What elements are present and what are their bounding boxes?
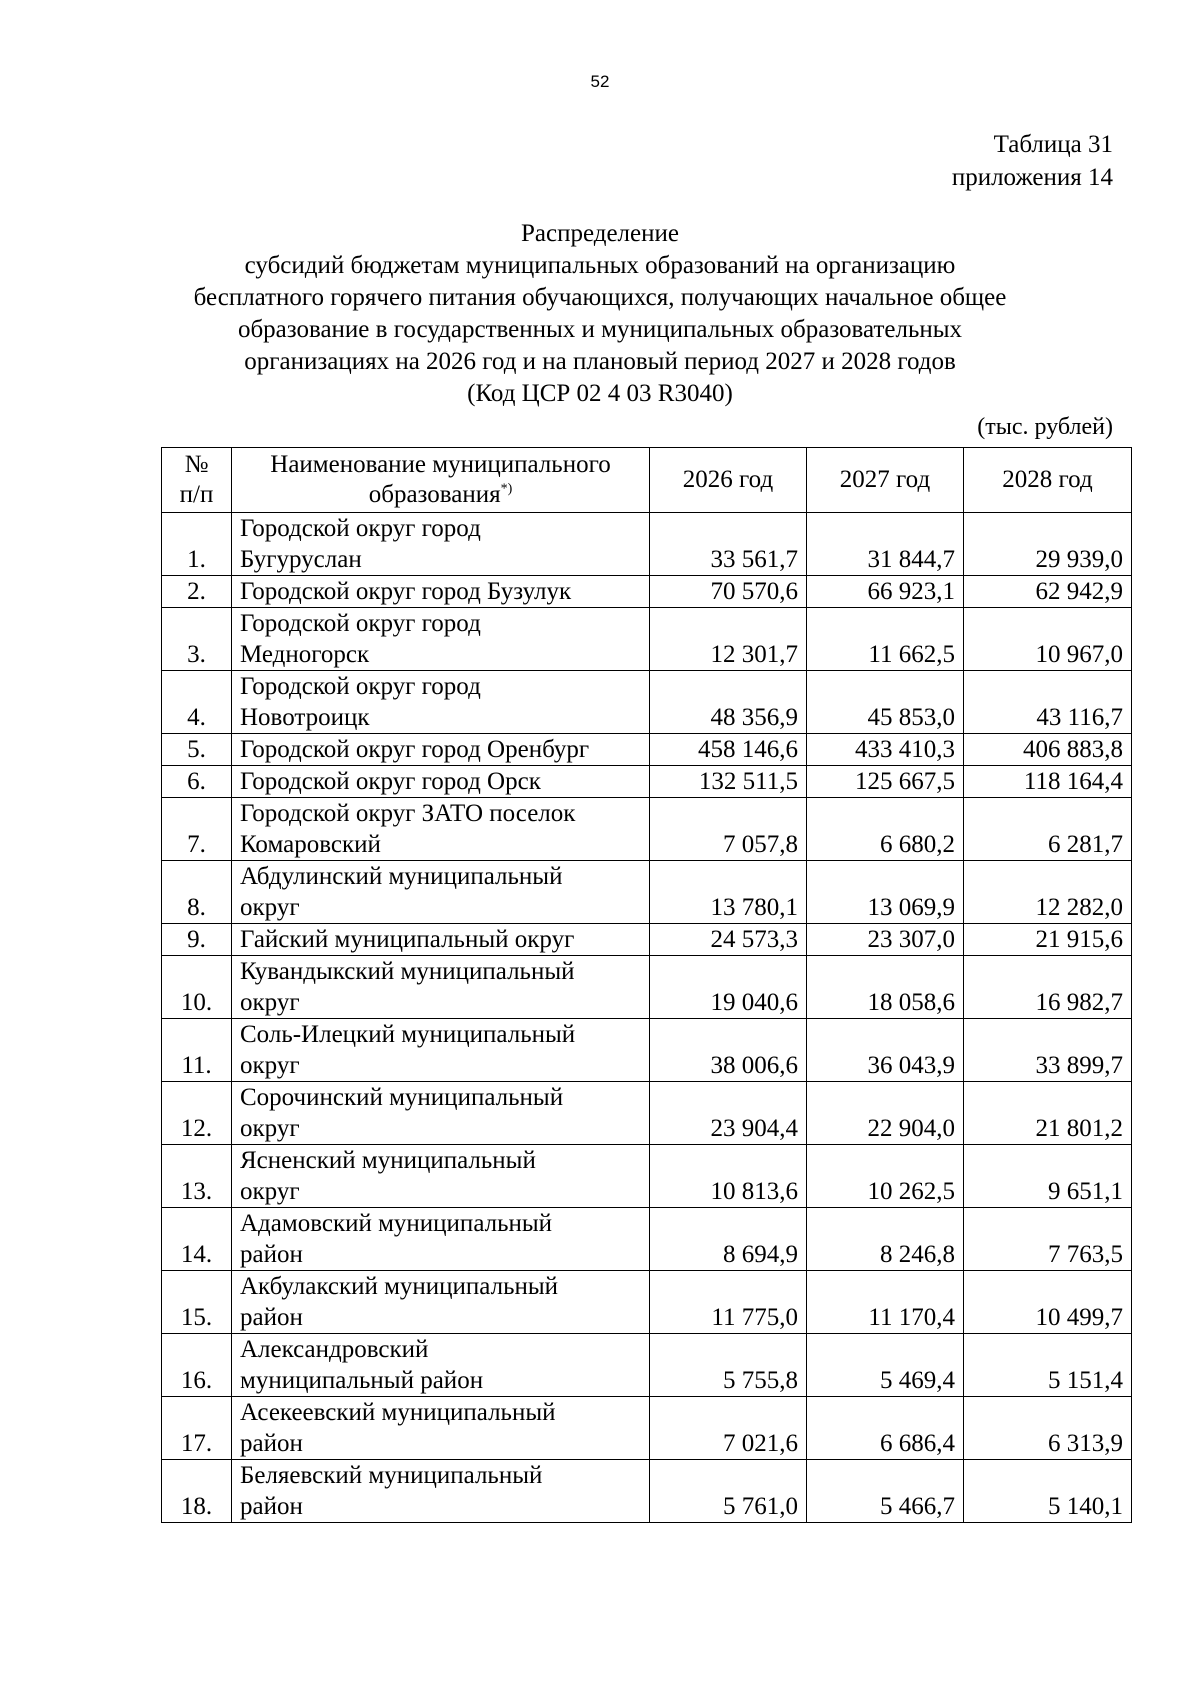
title-line: бесплатного горячего питания обучающихся, получающих начальное общее: [193, 284, 1007, 311]
municipality-name: Сорочинский муниципальный округ: [232, 1082, 650, 1145]
table-row: [162, 861, 1132, 924]
municipality-name: Соль-Илецкий муниципальный округ: [232, 1019, 650, 1082]
table-row: [162, 798, 1132, 861]
value-2027: 22 904,0: [807, 1082, 964, 1145]
value-2027: 5 469,4: [807, 1334, 964, 1397]
row-number: 6.: [162, 766, 232, 798]
value-2027: 36 043,9: [807, 1019, 964, 1082]
value-2028: 21 915,6: [964, 924, 1132, 956]
table-row: [162, 1145, 1132, 1208]
title-line: субсидий бюджетам муниципальных образований на организацию: [244, 252, 956, 279]
municipality-name: Городской округ город Оренбург: [232, 734, 650, 766]
municipality-name: Гайский муниципальный округ: [232, 924, 650, 956]
value-2026: 13 780,1: [650, 861, 807, 924]
municipality-name: Абдулинский муниципальный округ: [232, 861, 650, 924]
table-row: [162, 1271, 1132, 1334]
title-code: (Код ЦСР 02 4 03 R3040): [467, 380, 733, 407]
value-2027: 11 662,5: [807, 608, 964, 671]
table-row: [162, 608, 1132, 671]
value-2026: 70 570,6: [650, 576, 807, 608]
table-row: [162, 1019, 1132, 1082]
municipality-name: Городской округ город Новотроицк: [232, 671, 650, 734]
document-title: [150, 218, 1050, 410]
value-2027: 31 844,7: [807, 513, 964, 576]
value-2027: 8 246,8: [807, 1208, 964, 1271]
annex-appendix-number: приложения 14: [951, 164, 1113, 191]
municipality-name: Асекеевский муниципальный район: [232, 1397, 650, 1460]
municipality-name: Ясненский муниципальный округ: [232, 1145, 650, 1208]
municipality-name: Городской округ город Бузулук: [232, 576, 650, 608]
value-2026: 24 573,3: [650, 924, 807, 956]
row-number: 12.: [162, 1082, 232, 1145]
row-number: 1.: [162, 513, 232, 576]
value-2027: 23 307,0: [807, 924, 964, 956]
table-row: [162, 1082, 1132, 1145]
table-row: [162, 1334, 1132, 1397]
municipality-name: Акбулакский муниципальный район: [232, 1271, 650, 1334]
value-2026: 11 775,0: [650, 1271, 807, 1334]
value-2027: 6 686,4: [807, 1397, 964, 1460]
subsidy-table: [161, 447, 1132, 1523]
value-2028: 6 313,9: [964, 1397, 1132, 1460]
value-2026: 33 561,7: [650, 513, 807, 576]
municipality-name: Беляевский муниципальный район: [232, 1460, 650, 1523]
value-2028: 5 151,4: [964, 1334, 1132, 1397]
value-2028: 5 140,1: [964, 1460, 1132, 1523]
header-number: № п/п: [162, 448, 232, 513]
row-number: 13.: [162, 1145, 232, 1208]
row-number: 10.: [162, 956, 232, 1019]
value-2027: 433 410,3: [807, 734, 964, 766]
annex-table-number: Таблица 31: [993, 131, 1113, 158]
value-2028: 6 281,7: [964, 798, 1132, 861]
table-row: [162, 671, 1132, 734]
municipality-name: Городской округ ЗАТО поселок Комаровский: [232, 798, 650, 861]
value-2027: 125 667,5: [807, 766, 964, 798]
value-2028: 62 942,9: [964, 576, 1132, 608]
table-header-row: [162, 448, 1132, 513]
row-number: 3.: [162, 608, 232, 671]
row-number: 11.: [162, 1019, 232, 1082]
row-number: 2.: [162, 576, 232, 608]
municipality-name: Городской округ город Орск: [232, 766, 650, 798]
row-number: 4.: [162, 671, 232, 734]
row-number: 7.: [162, 798, 232, 861]
municipality-name: Городской округ город Бугуруслан: [232, 513, 650, 576]
annex-reference: [952, 128, 1113, 194]
header-2027: 2027 год: [807, 448, 964, 513]
value-2028: 33 899,7: [964, 1019, 1132, 1082]
value-2026: 48 356,9: [650, 671, 807, 734]
title-line: образование в государственных и муниципальных образовательных: [237, 316, 963, 343]
value-2026: 38 006,6: [650, 1019, 807, 1082]
value-2027: 45 853,0: [807, 671, 964, 734]
table-row: [162, 513, 1132, 576]
value-2028: 16 982,7: [964, 956, 1132, 1019]
value-2026: 7 021,6: [650, 1397, 807, 1460]
row-number: 8.: [162, 861, 232, 924]
value-2028: 12 282,0: [964, 861, 1132, 924]
value-2028: 9 651,1: [964, 1145, 1132, 1208]
value-2027: 6 680,2: [807, 798, 964, 861]
page-number: 52: [590, 72, 610, 91]
value-2028: 21 801,2: [964, 1082, 1132, 1145]
value-2028: 406 883,8: [964, 734, 1132, 766]
table-row: [162, 1460, 1132, 1523]
row-number: 18.: [162, 1460, 232, 1523]
value-2027: 10 262,5: [807, 1145, 964, 1208]
value-2026: 7 057,8: [650, 798, 807, 861]
row-number: 16.: [162, 1334, 232, 1397]
value-2027: 5 466,7: [807, 1460, 964, 1523]
row-number: 17.: [162, 1397, 232, 1460]
row-number: 15.: [162, 1271, 232, 1334]
table-row: [162, 1397, 1132, 1460]
row-number: 14.: [162, 1208, 232, 1271]
table-row: [162, 766, 1132, 798]
value-2028: 43 116,7: [964, 671, 1132, 734]
value-2026: 458 146,6: [650, 734, 807, 766]
value-2026: 23 904,4: [650, 1082, 807, 1145]
title-line: организациях на 2026 год и на плановый период 2027 и 2028 годов: [244, 348, 956, 375]
table-row: [162, 956, 1132, 1019]
value-2028: 29 939,0: [964, 513, 1132, 576]
municipality-name: Адамовский муниципальный район: [232, 1208, 650, 1271]
municipality-name: Кувандыкский муниципальный округ: [232, 956, 650, 1019]
table-row: [162, 734, 1132, 766]
value-2028: 7 763,5: [964, 1208, 1132, 1271]
row-number: 5.: [162, 734, 232, 766]
value-2027: 13 069,9: [807, 861, 964, 924]
row-number: 9.: [162, 924, 232, 956]
value-2026: 10 813,6: [650, 1145, 807, 1208]
value-2026: 132 511,5: [650, 766, 807, 798]
value-2028: 10 967,0: [964, 608, 1132, 671]
table-row: [162, 924, 1132, 956]
header-2026: 2026 год: [650, 448, 807, 513]
units-label: (тыс. рублей): [977, 414, 1113, 440]
table-row: [162, 576, 1132, 608]
value-2027: 18 058,6: [807, 956, 964, 1019]
value-2026: 5 755,8: [650, 1334, 807, 1397]
value-2026: 5 761,0: [650, 1460, 807, 1523]
value-2026: 8 694,9: [650, 1208, 807, 1271]
value-2028: 118 164,4: [964, 766, 1132, 798]
footnote-marker: *): [500, 481, 513, 497]
value-2028: 10 499,7: [964, 1271, 1132, 1334]
value-2027: 66 923,1: [807, 576, 964, 608]
header-2028: 2028 год: [964, 448, 1132, 513]
value-2026: 19 040,6: [650, 956, 807, 1019]
value-2027: 11 170,4: [807, 1271, 964, 1334]
municipality-name: Городской округ город Медногорск: [232, 608, 650, 671]
table-row: [162, 1208, 1132, 1271]
header-name: Наименование муниципального образования*): [232, 448, 650, 513]
title-line: Распределение: [521, 220, 679, 247]
municipality-name: Александровский муниципальный район: [232, 1334, 650, 1397]
value-2026: 12 301,7: [650, 608, 807, 671]
